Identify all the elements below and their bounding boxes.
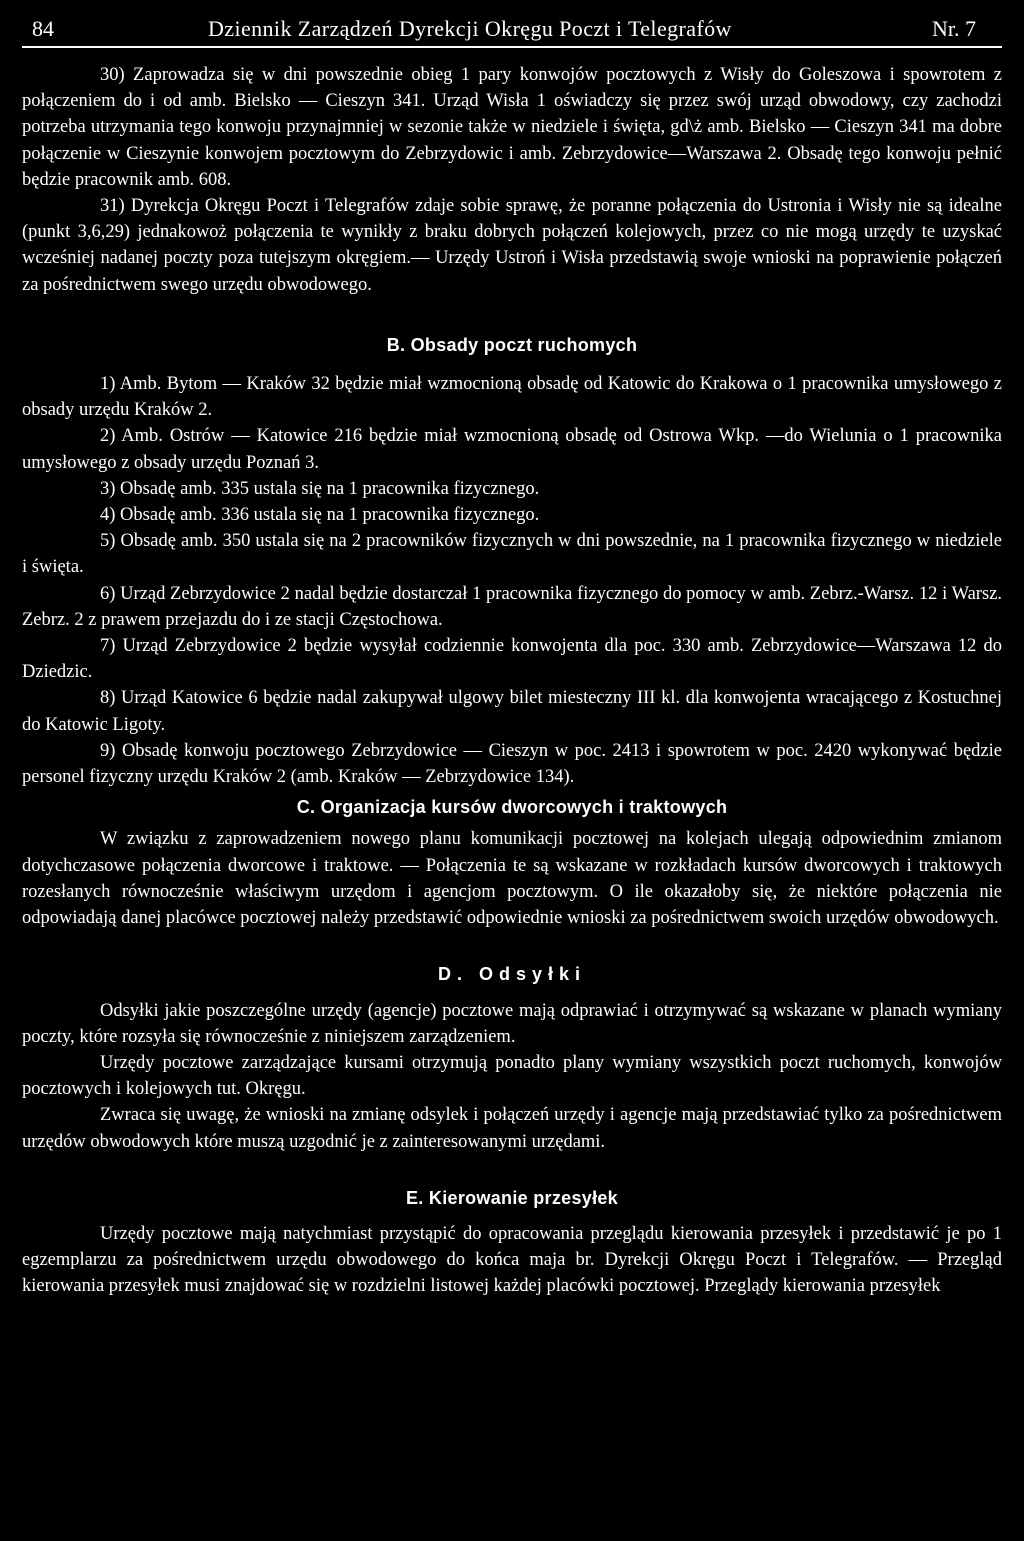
- section-b-item-9: 9) Obsadę konwoju pocztowego Zebrzydowice — Cieszyn w poc. 2413 i spowrotem w poc. 2420 wykonywać będzie personel fizyczny urzędu Kraków 2 (amb. Kraków — Zebrzydowice 134).: [22, 740, 1002, 788]
- paragraph-30: 30) Zaprowadza się w dni powszednie obieg 1 pary konwojów pocztowych z Wisły do Goleszowa i spowrotem z połączeniem do i od amb. Bielsko — Cieszyn 341. Urząd Wisła 1 oświadczy się przez swój urząd obwodowy, czy zachodzi potrzeba utrzymania tego konwoju przynajmniej w sezonie także w niedziele i święta, gd\ż amb. Bielsko — Cieszyn 341 ma dobre połączenie w Cieszynie konwojem pocztowym do Zebrzydowic i amb. Zebrzydowice—Warszawa 2. Obsadę tego konwoju pełnić będzie pracownik amb. 608.: [22, 65, 1002, 190]
- page-content: [22, 62, 1002, 1300]
- issue-number: Nr. 7: [932, 16, 976, 41]
- section-d-paragraph-2: Urzędy pocztowe zarządzające kursami otrzymują ponadto plany wymiany wszystkich poczt ruchomych, konwojów pocztowych i kolejowych tut. Okręgu.: [22, 1052, 1002, 1100]
- section-d-paragraph-3: Zwraca się uwagę, że wnioski na zmianę odsylek i połączeń urzędy i agencje mają przedstawiać tylko za pośrednictwem urzędów obwodowych które muszą uzgodnić je z zainteresowanymi urzędami.: [22, 1105, 1002, 1152]
- section-e-heading: E. Kierowanie przesyłek: [406, 1187, 618, 1208]
- journal-title: Dziennik Zarządzeń Dyrekcji Okręgu Poczt i Telegrafów: [208, 16, 732, 41]
- section-b-item-8: 8) Urząd Katowice 6 będzie nadal zakupywał ulgowy bilet miesteczny III kl. dla konwojenta wracającego z Kostuchnej do Katowic Ligoty.: [22, 688, 1002, 735]
- section-d-heading: D. Odsyłki: [437, 964, 587, 985]
- section-c-paragraph: W związku z zaprowadzeniem nowego planu komunikacji pocztowej na kolejach ulegają odpowiednim zmianom dotychczasowe połączenia dworcowe i traktowe. — Połączenia te są wskazane w rozkładach kursów dworcowych i traktowych rozesłanych równocześnie właściwym urzędom i agencjom pocztowym. O ile okazałoby się, że niektóre połączenia nie odpowiadają danej placówce pocztowej należy przedstawić odpowiednie wnioski za pośrednictwem swoich urzędów obwodowych.: [22, 829, 1002, 929]
- section-b-item-1: 1) Amb. Bytom — Kraków 32 będzie miał wzmocnioną obsadę od Katowic do Krakowa o 1 pracownika umysłowego z obsady urzędu Kraków 2.: [22, 374, 1002, 421]
- section-d-paragraph-1: Odsyłki jakie poszczególne urzędy (agencje) pocztowe mają odprawiać i otrzymywać są wskazane w planach wymiany poczty, które rozsyła się równocześnie z niniejszem zarządzeniem.: [22, 1000, 1002, 1047]
- section-b-item-5: 5) Obsadę amb. 350 ustala się na 2 pracowników fizycznych w dni powszednie, na 1 pracownika fizycznego w niedziele i święta.: [22, 531, 1002, 578]
- page-number: 84: [32, 16, 54, 41]
- section-b-item-3: 3) Obsadę amb. 335 ustala się na 1 pracownika fizycznego.: [100, 478, 540, 499]
- section-b-item-4: 4) Obsadę amb. 336 ustala się na 1 pracownika fizycznego.: [100, 505, 540, 526]
- paragraph-31: 31) Dyrekcja Okręgu Poczt i Telegrafów zdaje sobie sprawę, że poranne połączenia do Ustronia i Wisły nie są idealne (punkt 3,6,29) jednakowoż połączenia te wynikły z braku dobrych połączeń kolejowych, przez co nie mogą urzędy te uzyskać wcześniej nadanej poczty poza tutejszym okręgiem.— Urzędy Ustroń i Wisła przedstawią swoje wnioski na poprawienie połączeń za pośrednictwem swego urzędu obwodowego.: [22, 196, 1002, 295]
- section-b-item-2: 2) Amb. Ostrów — Katowice 216 będzie miał wzmocnioną obsadę od Ostrowa Wkp. —do Wielunia o 1 pracownika umysłowego z obsady urzędu Poznań 3.: [22, 426, 1002, 473]
- section-c-heading: C. Organizacja kursów dworcowych i traktowych: [296, 797, 728, 818]
- section-b-item-6: 6) Urząd Zebrzydowice 2 nadal będzie dostarczał 1 pracownika fizycznego do pomocy w amb. Zebrz.-Warsz. 12 i Warsz. Zebrz. 2 z prawem przejazdu do i ze stacji Częstochowa.: [22, 583, 1002, 630]
- page-header: [22, 12, 1002, 48]
- section-e-paragraph: Urzędy pocztowe mają natychmiast przystąpić do opracowania przeglądu kierowania przesyłek i przedstawić je po 1 egzemplarzu za pośrednictwem urzędu obwodowego do końca maja br. Dyrekcji Okręgu Poczt i Telegrafów. — Przegląd kierowania przesyłek musi znajdować się w rozdzielni listowej każdej placówki pocztowej. Przeglądy kierowania przesyłek: [22, 1223, 1002, 1297]
- section-b-item-7: 7) Urząd Zebrzydowice 2 będzie wysyłał codziennie konwojenta dla poc. 330 amb. Zebrzydowice—Warszawa 12 do Dziedzic.: [22, 636, 1002, 683]
- section-b-heading: B. Obsady poczt ruchomych: [386, 334, 638, 355]
